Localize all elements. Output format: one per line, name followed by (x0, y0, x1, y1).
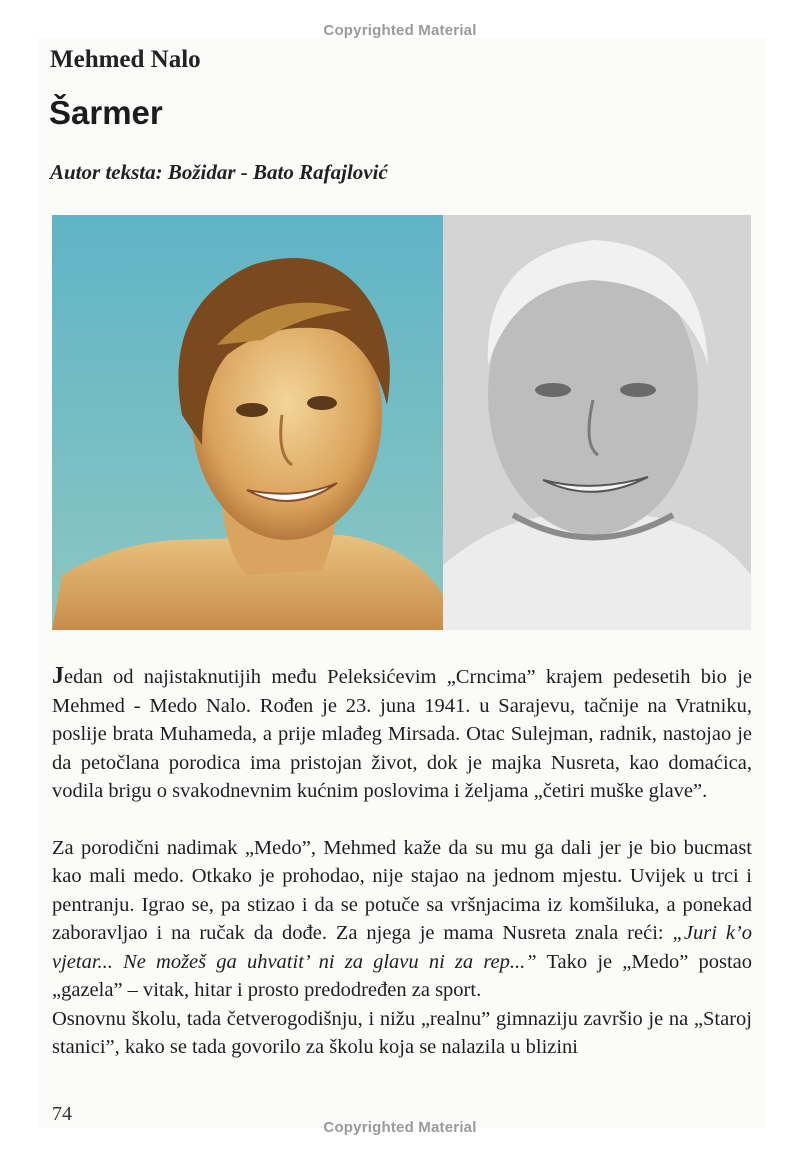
watermark-bottom: Copyrighted Material (323, 1119, 477, 1136)
page-number: 74 (52, 1103, 72, 1125)
paragraph-3 (52, 1005, 752, 1062)
byline: Autor teksta: Božidar - Bato Rafajlović (50, 160, 388, 184)
paragraph-2-text-after: Tako je „Medo” postao „gazela” – vitak, hitar i prosto predodređen za sport. (52, 950, 752, 1001)
watermark-top: Copyrighted Material (323, 22, 477, 39)
paragraph-2-quote: „Juri k’o vjetar... Ne možeš ga uhvatit’ ni za glavu ni za rep...” (52, 922, 752, 973)
photo-pair (52, 215, 751, 630)
article-body (52, 662, 752, 1062)
young-portrait-image (52, 215, 443, 630)
old-portrait-drawing (443, 215, 751, 630)
paragraph-2-text-before: Za porodični nadimak „Medo”, Mehmed kaže da su mu ga dali jer je bio bucmast kao mali medo. Otkako je prohodao, nije stajao na jednom mjestu. Uvijek u trci i pentranju. Igrao se, pa stizao i da se potuče sa vršnjacima iz komšiluka, a ponekad zaboravljao i na ručak da dođe. Za njega je mama Nusreta znala reći: (52, 836, 752, 944)
paragraph-1-text: edan od najistaknutijih među Peleksićevim „Crncima” krajem pedesetih bio je Mehmed - Medo Nalo. Rođen je 23. juna 1941. u Sarajevu, tačnije na Vratniku, poslije brata Muhameda, a prije mlađeg Mirsada. Otac Sulejman, radnik, nastojao je da petočlana porodica ima pristojan život, dok je majka Nusreta, kao domaćica, vodila brigu o svakodnevnim kućnim poslovima i željama „četiri muške glave”. (52, 666, 752, 802)
paragraph-3-text: Osnovnu školu, tada četverogodišnju, i nižu „realnu” gimnaziju završio je na „Staroj stanici”, kako se tada govorilo za školu koja se nalazila u blizini (52, 1007, 752, 1058)
paragraph-1 (52, 662, 752, 806)
portrait-photo-young (52, 215, 443, 630)
portrait-drawing-old (443, 215, 751, 630)
author-name: Mehmed Nalo (50, 46, 201, 73)
paragraph-2 (52, 834, 752, 1005)
chapter-title: Šarmer (49, 94, 163, 131)
drop-cap: J (52, 663, 64, 689)
